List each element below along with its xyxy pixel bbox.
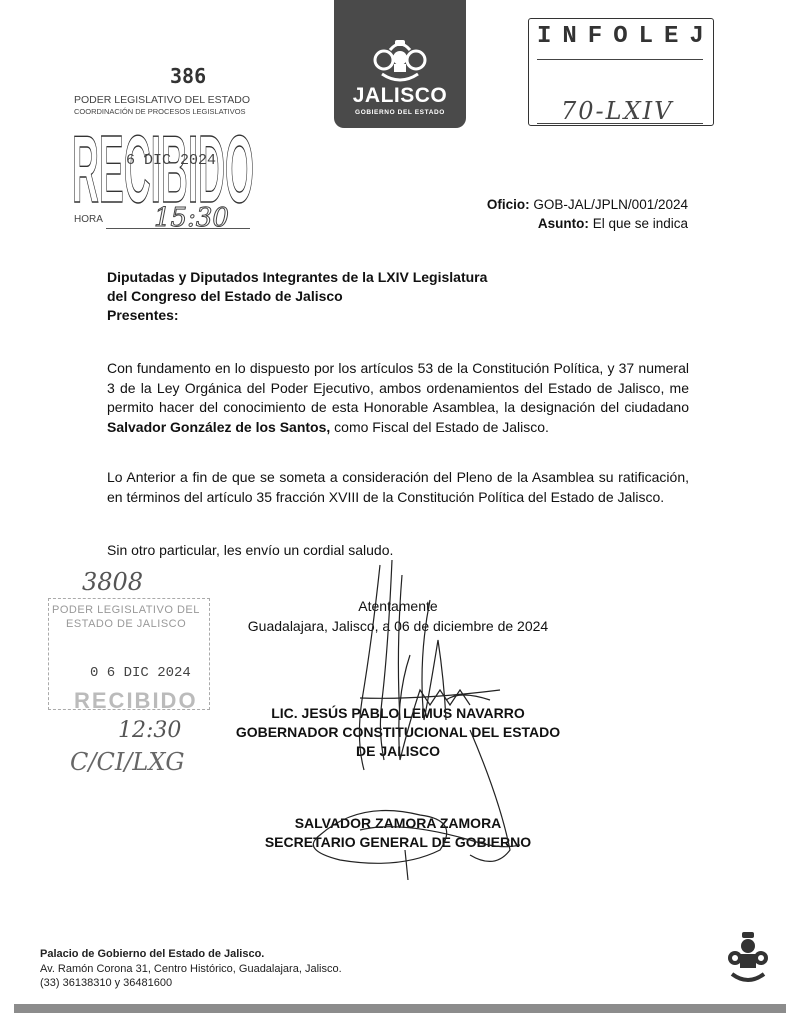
stamp2-word: RECIBIDO [74, 688, 198, 713]
stamp2-date: 0 6 DIC 2024 [90, 665, 191, 681]
signer-1 [180, 704, 616, 761]
oficio-value: GOB-JAL/JPLN/001/2024 [533, 197, 688, 212]
oficio-label: Oficio: [486, 197, 530, 212]
jalisco-crest-icon [726, 930, 770, 986]
closing-block [180, 596, 616, 636]
stamp-hora-label: HORA [74, 214, 103, 225]
signer-2-title: SECRETARIO GENERAL DE GOBIERNO [264, 834, 532, 850]
footer-phone: (33) 36138310 y 36481600 [40, 977, 173, 989]
addressee-line: Diputadas y Diputados Integrantes de la LXIV Legislatura [107, 269, 488, 285]
stamp2-line1: PODER LEGISLATIVO DEL [52, 604, 200, 616]
stamp2-code: C/CI/LXG [70, 748, 185, 776]
signer-1-title-line1: GOBERNADOR CONSTITUCIONAL DEL ESTADO [235, 724, 561, 740]
received-stamp-bottom [30, 568, 220, 788]
footer-title: Palacio de Gobierno del Estado de Jalisco. [40, 948, 265, 960]
footer-address [40, 947, 342, 991]
infolej-underline [537, 123, 703, 124]
addressee-line: del Congreso del Estado de Jalisco [107, 288, 343, 304]
signer-2-name: SALVADOR ZAMORA ZAMORA [294, 815, 502, 831]
closing-text: Atentamente [358, 598, 438, 614]
signer-2 [180, 814, 616, 852]
stamp2-time: 12:30 [118, 718, 182, 743]
stamp-hora-value: 15:30 [154, 203, 229, 233]
stamp-number: 386 [170, 64, 207, 88]
place-date: Guadalajara, Jalisco, a 06 de diciembre de 2024 [247, 618, 549, 634]
paragraph-2: Lo Anterior a fin de que se someta a consideración del Pleno de la Asamblea su ratificación, en términos del artículo 35 fracción XVIII de la Constitución Política del Estado de Jalisco. [107, 469, 689, 505]
addressee [107, 268, 487, 325]
stamp2-number: 3808 [82, 568, 144, 596]
paragraph-1-end: como Fiscal del Estado de Jalisco. [330, 418, 549, 435]
stamp-hora-handwriting [150, 194, 260, 234]
oficio-block [440, 195, 688, 233]
received-stamp-top [70, 60, 260, 235]
jalisco-emblem-icon [368, 36, 432, 82]
signer-1-name: LIC. JESÚS PABLO LEMUS NAVARRO [271, 705, 525, 721]
paragraph-3: Sin otro particular, les envío un cordial saludo. [107, 542, 394, 558]
asunto-label: Asunto: [537, 216, 589, 231]
stamp2-line2: ESTADO DE JALISCO [66, 618, 187, 630]
stamp-line2: COORDINACIÓN DE PROCESOS LEGISLATIVOS [74, 107, 246, 116]
stamp-date: 6 DIC 2024 [126, 152, 217, 169]
oficio-line [440, 195, 688, 214]
asunto-value: El que se indica [592, 216, 688, 231]
addressee-line: Presentes: [107, 307, 179, 323]
stamp-word: RECIBIDO [72, 116, 254, 210]
signer-1-title-line2: DE JALISCO [355, 743, 440, 759]
logo-name: JALISCO [352, 84, 448, 107]
logo-subtitle: GOBIERNO DEL ESTADO [355, 109, 445, 116]
infolej-divider [537, 59, 703, 60]
stamp-line1: PODER LEGISLATIVO DEL ESTADO [74, 94, 251, 106]
footer-bar [14, 1004, 786, 1013]
designee-name: Salvador González de los Santos, [107, 418, 331, 435]
infolej-stamp [528, 18, 714, 126]
footer-street: Av. Ramón Corona 31, Centro Histórico, Guadalajara, Jalisco. [40, 962, 342, 975]
jalisco-logo [334, 0, 466, 128]
infolej-number: 70-LXIV [561, 97, 674, 125]
paragraph-1 [107, 359, 689, 437]
paragraph-1-text: Con fundamento en lo dispuesto por los artículos 53 de la Constitución Política, y 37 numeral 3 de la Ley Orgánica del Poder Ejecutivo, ambos ordenamientos del Estado de Jalisco, me permito hacer del conocimiento de esta Honorable Asamblea, la designación del ciudadano [107, 360, 689, 415]
infolej-title: INFOLEJ [537, 23, 715, 50]
asunto-line [440, 214, 688, 233]
